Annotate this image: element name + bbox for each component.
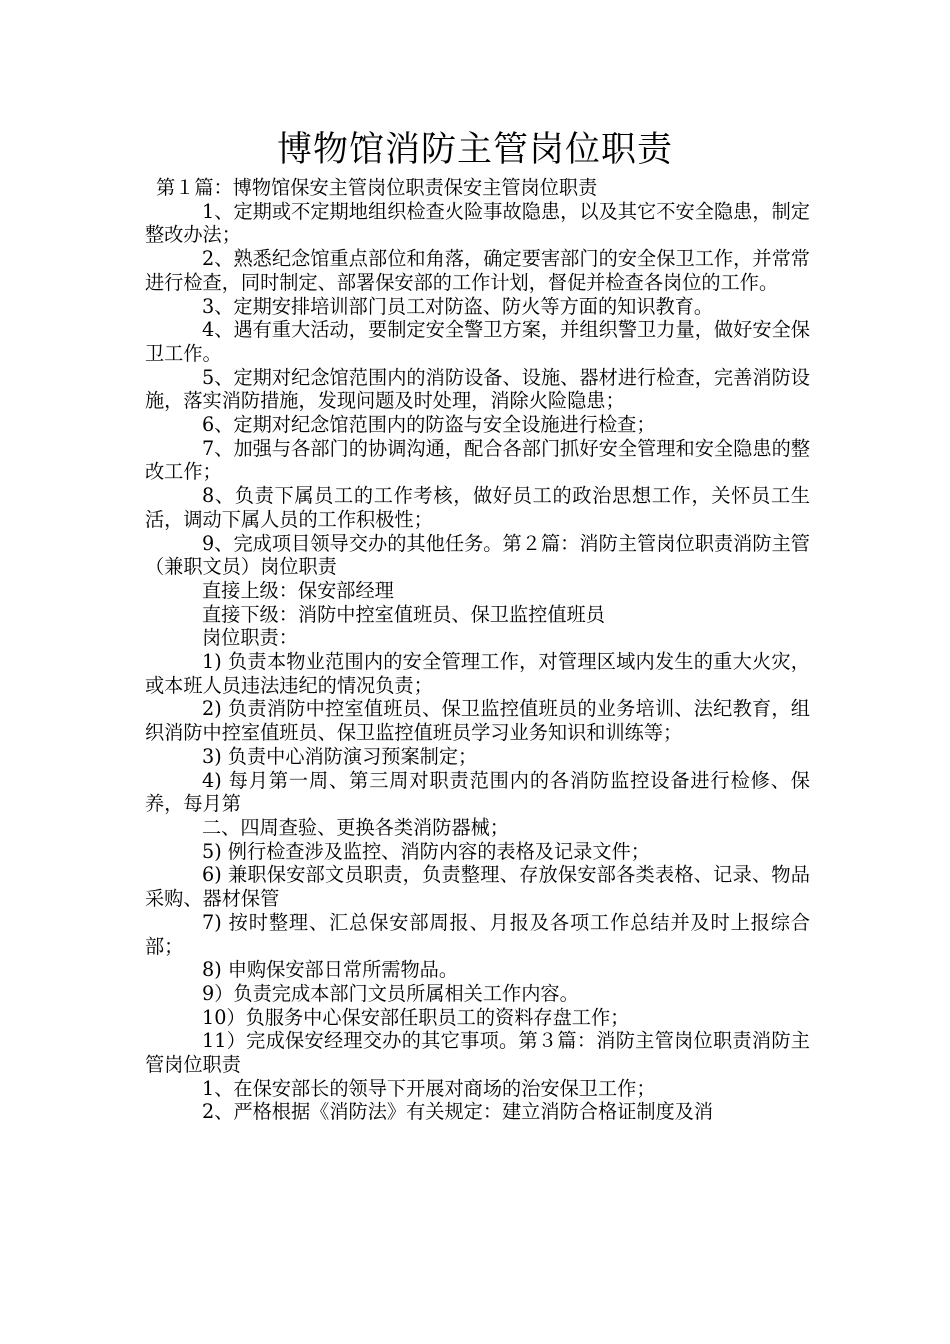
document-body: [145, 176, 810, 1124]
body-paragraph: 1) 负责本物业范围内的安全管理工作，对管理区域内发生的重大火灾，或本班人员违法违纪的情况负责；: [145, 650, 810, 697]
body-paragraph: 6) 兼职保安部文员职责，负责整理、存放保安部各类表格、记录、物品采购、器材保管: [145, 863, 810, 911]
body-paragraph: 10）负服务中心保安部任职员工的资料存盘工作；: [202, 1005, 630, 1029]
body-paragraph: 8、负责下属员工的工作考核，做好员工的政治思想工作，关怀员工生活，调动下属人员的工作积极性；: [145, 484, 810, 531]
body-paragraph: 二、四周查验、更换各类消防器械；: [202, 815, 509, 839]
body-paragraph: 8) 申购保安部日常所需物品。: [202, 958, 459, 982]
body-paragraph: 5、定期对纪念馆范围内的消防设备、设施、器材进行检查，完善消防设施，落实消防措施，发现问题及时处理，消除火险隐患；: [145, 365, 810, 413]
body-paragraph: 5) 例行检查涉及监控、消防内容的表格及记录文件；: [202, 839, 650, 863]
body-paragraph: 7、加强与各部门的协调沟通，配合各部门抓好安全管理和安全隐患的整改工作；: [145, 436, 810, 484]
body-paragraph: 2、熟悉纪念馆重点部位和角落，确定要害部门的安全保卫工作，并常常进行检查，同时制定、部署保安部的工作计划，督促并检查各岗位的工作。: [145, 247, 810, 294]
body-paragraph: 1、在保安部长的领导下开展对商场的治安保卫工作；: [202, 1076, 656, 1100]
body-paragraph: 第１篇：博物馆保安主管岗位职责保安主管岗位职责: [156, 176, 598, 199]
body-paragraph: 岗位职责：: [202, 626, 298, 650]
body-paragraph: 3) 负责中心消防演习预案制定；: [202, 744, 478, 768]
body-paragraph: 1、定期或不定期地组织检查火险事故隐患，以及其它不安全隐患，制定整改办法；: [145, 199, 810, 247]
body-paragraph: 2、严格根据《消防法》有关规定：建立消防合格证制度及消: [202, 1100, 714, 1124]
body-paragraph: 2) 负责消防中控室值班员、保卫监控值班员的业务培训、法纪教育，组织消防中控室值班员、保卫监控值班员学习业务知识和训练等；: [145, 697, 810, 745]
body-paragraph: 9）负责完成本部门文员所属相关工作内容。: [202, 981, 579, 1005]
body-paragraph: 直接上级：保安部经理: [202, 578, 394, 602]
body-paragraph: 7) 按时整理、汇总保安部周报、月报及各项工作总结并及时上报综合部；: [145, 910, 810, 958]
body-paragraph: 4、遇有重大活动，要制定安全警卫方案，并组织警卫力量，做好安全保卫工作。: [145, 318, 810, 365]
body-paragraph: 4) 每月第一周、第三周对职责范围内的各消防监控设备进行检修、保养，每月第: [145, 768, 810, 816]
body-paragraph: 6、定期对纪念馆范围内的防盗与安全设施进行检查；: [202, 413, 656, 437]
body-paragraph: 11）完成保安经理交办的其它事项。第３篇：消防主管岗位职责消防主管岗位职责: [145, 1029, 810, 1077]
body-paragraph: 直接下级：消防中控室值班员、保卫监控值班员: [202, 602, 605, 626]
document-title: 博物馆消防主管岗位职责: [276, 130, 673, 170]
body-paragraph: 3、定期安排培训部门员工对防盗、防火等方面的知识教育。: [202, 294, 714, 318]
body-paragraph: 9、完成项目领导交办的其他任务。第２篇：消防主管岗位职责消防主管（兼职文员）岗位职责: [145, 531, 810, 579]
